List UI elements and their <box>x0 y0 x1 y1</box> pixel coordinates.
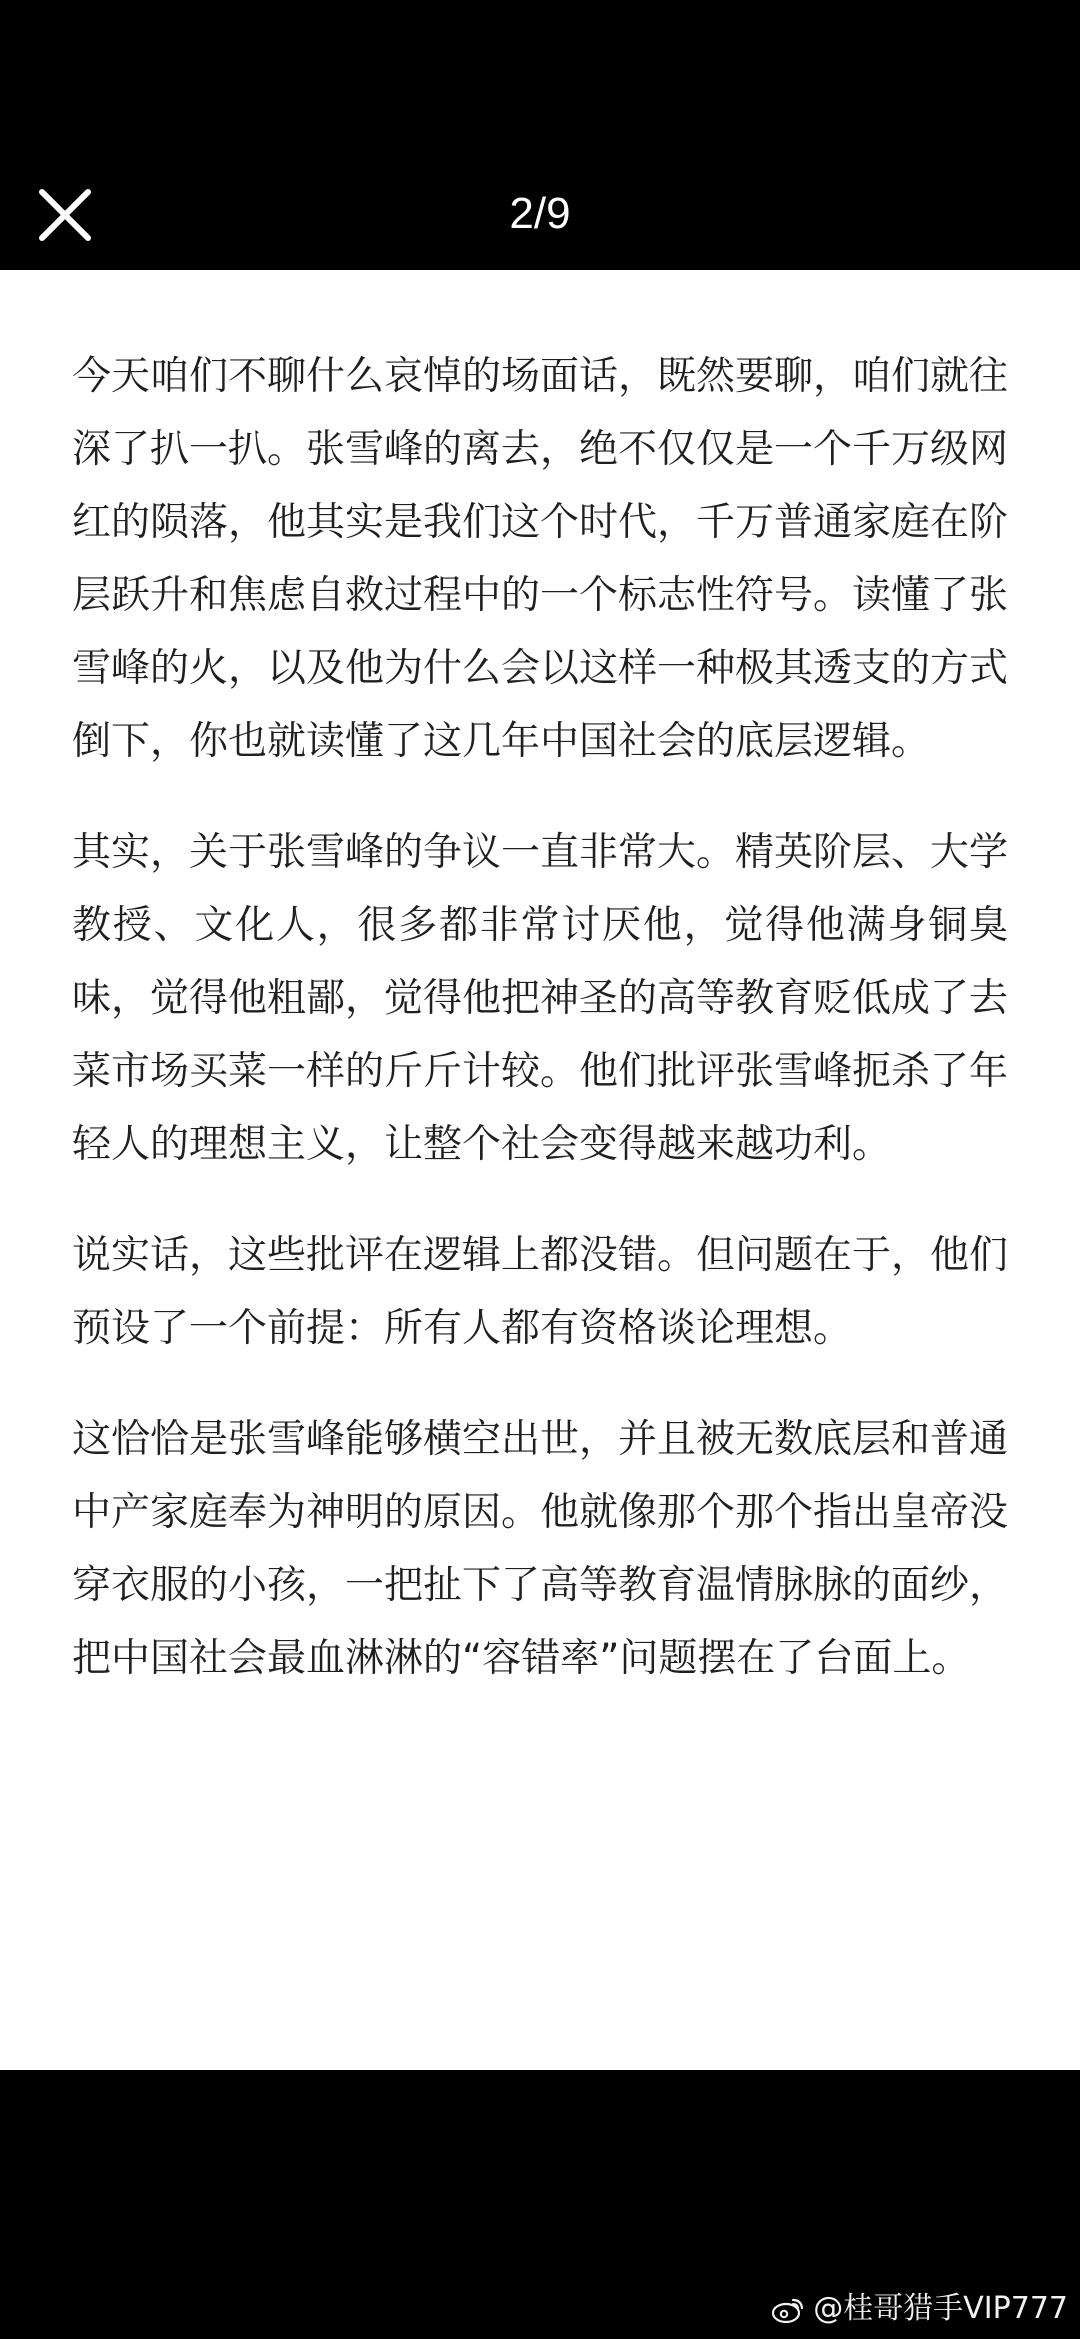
article-paragraph-3: 说实话，这些批评在逻辑上都没错。但问题在于，他们预设了一个前提：所有人都有资格谈论理想。 <box>72 1233 1009 1351</box>
weibo-watermark <box>771 2289 1068 2329</box>
viewer-top-bar <box>0 0 1080 270</box>
article-paragraph-1: 今天咱们不聊什么哀悼的场面话，既然要聊，咱们就往深了扒一扒。张雪峰的离去，绝不仅仅是一个千万级网红的陨落，他其实是我们这个时代，千万普通家庭在阶层跃升和焦虑自救过程中的一个标志性符号。读懂了张雪峰的火，以及他为什么会以这样一种极其透支的方式倒下，你也就读懂了这几年中国社会的底层逻辑。 <box>72 354 1009 764</box>
page-counter: 2/9 <box>509 189 571 238</box>
weibo-icon <box>771 2294 805 2324</box>
article-paragraph-2: 其实，关于张雪峰的争议一直非常大。精英阶层、大学教授、文化人，很多都非常讨厌他，觉得他满身铜臭味，觉得他粗鄙，觉得他把神圣的高等教育贬低成了去菜市场买菜一样的斤斤计较。他们批评张雪峰扼杀了年轻人的理想主义，让整个社会变得越来越功利。 <box>72 830 1009 1167</box>
article-paragraph-4: 这恰恰是张雪峰能够横空出世，并且被无数底层和普通中产家庭奉为神明的原因。他就像那个那个指出皇帝没穿衣服的小孩，一把扯下了高等教育温情脉脉的面纱，把中国社会最血淋淋的“容错率”问题摆在了台面上。 <box>72 1417 1009 1681</box>
article-image[interactable] <box>0 270 1080 2070</box>
viewer-bottom-bar <box>0 2070 1080 2339</box>
watermark-text: @桂哥猎手VIP777 <box>813 2291 1068 2326</box>
